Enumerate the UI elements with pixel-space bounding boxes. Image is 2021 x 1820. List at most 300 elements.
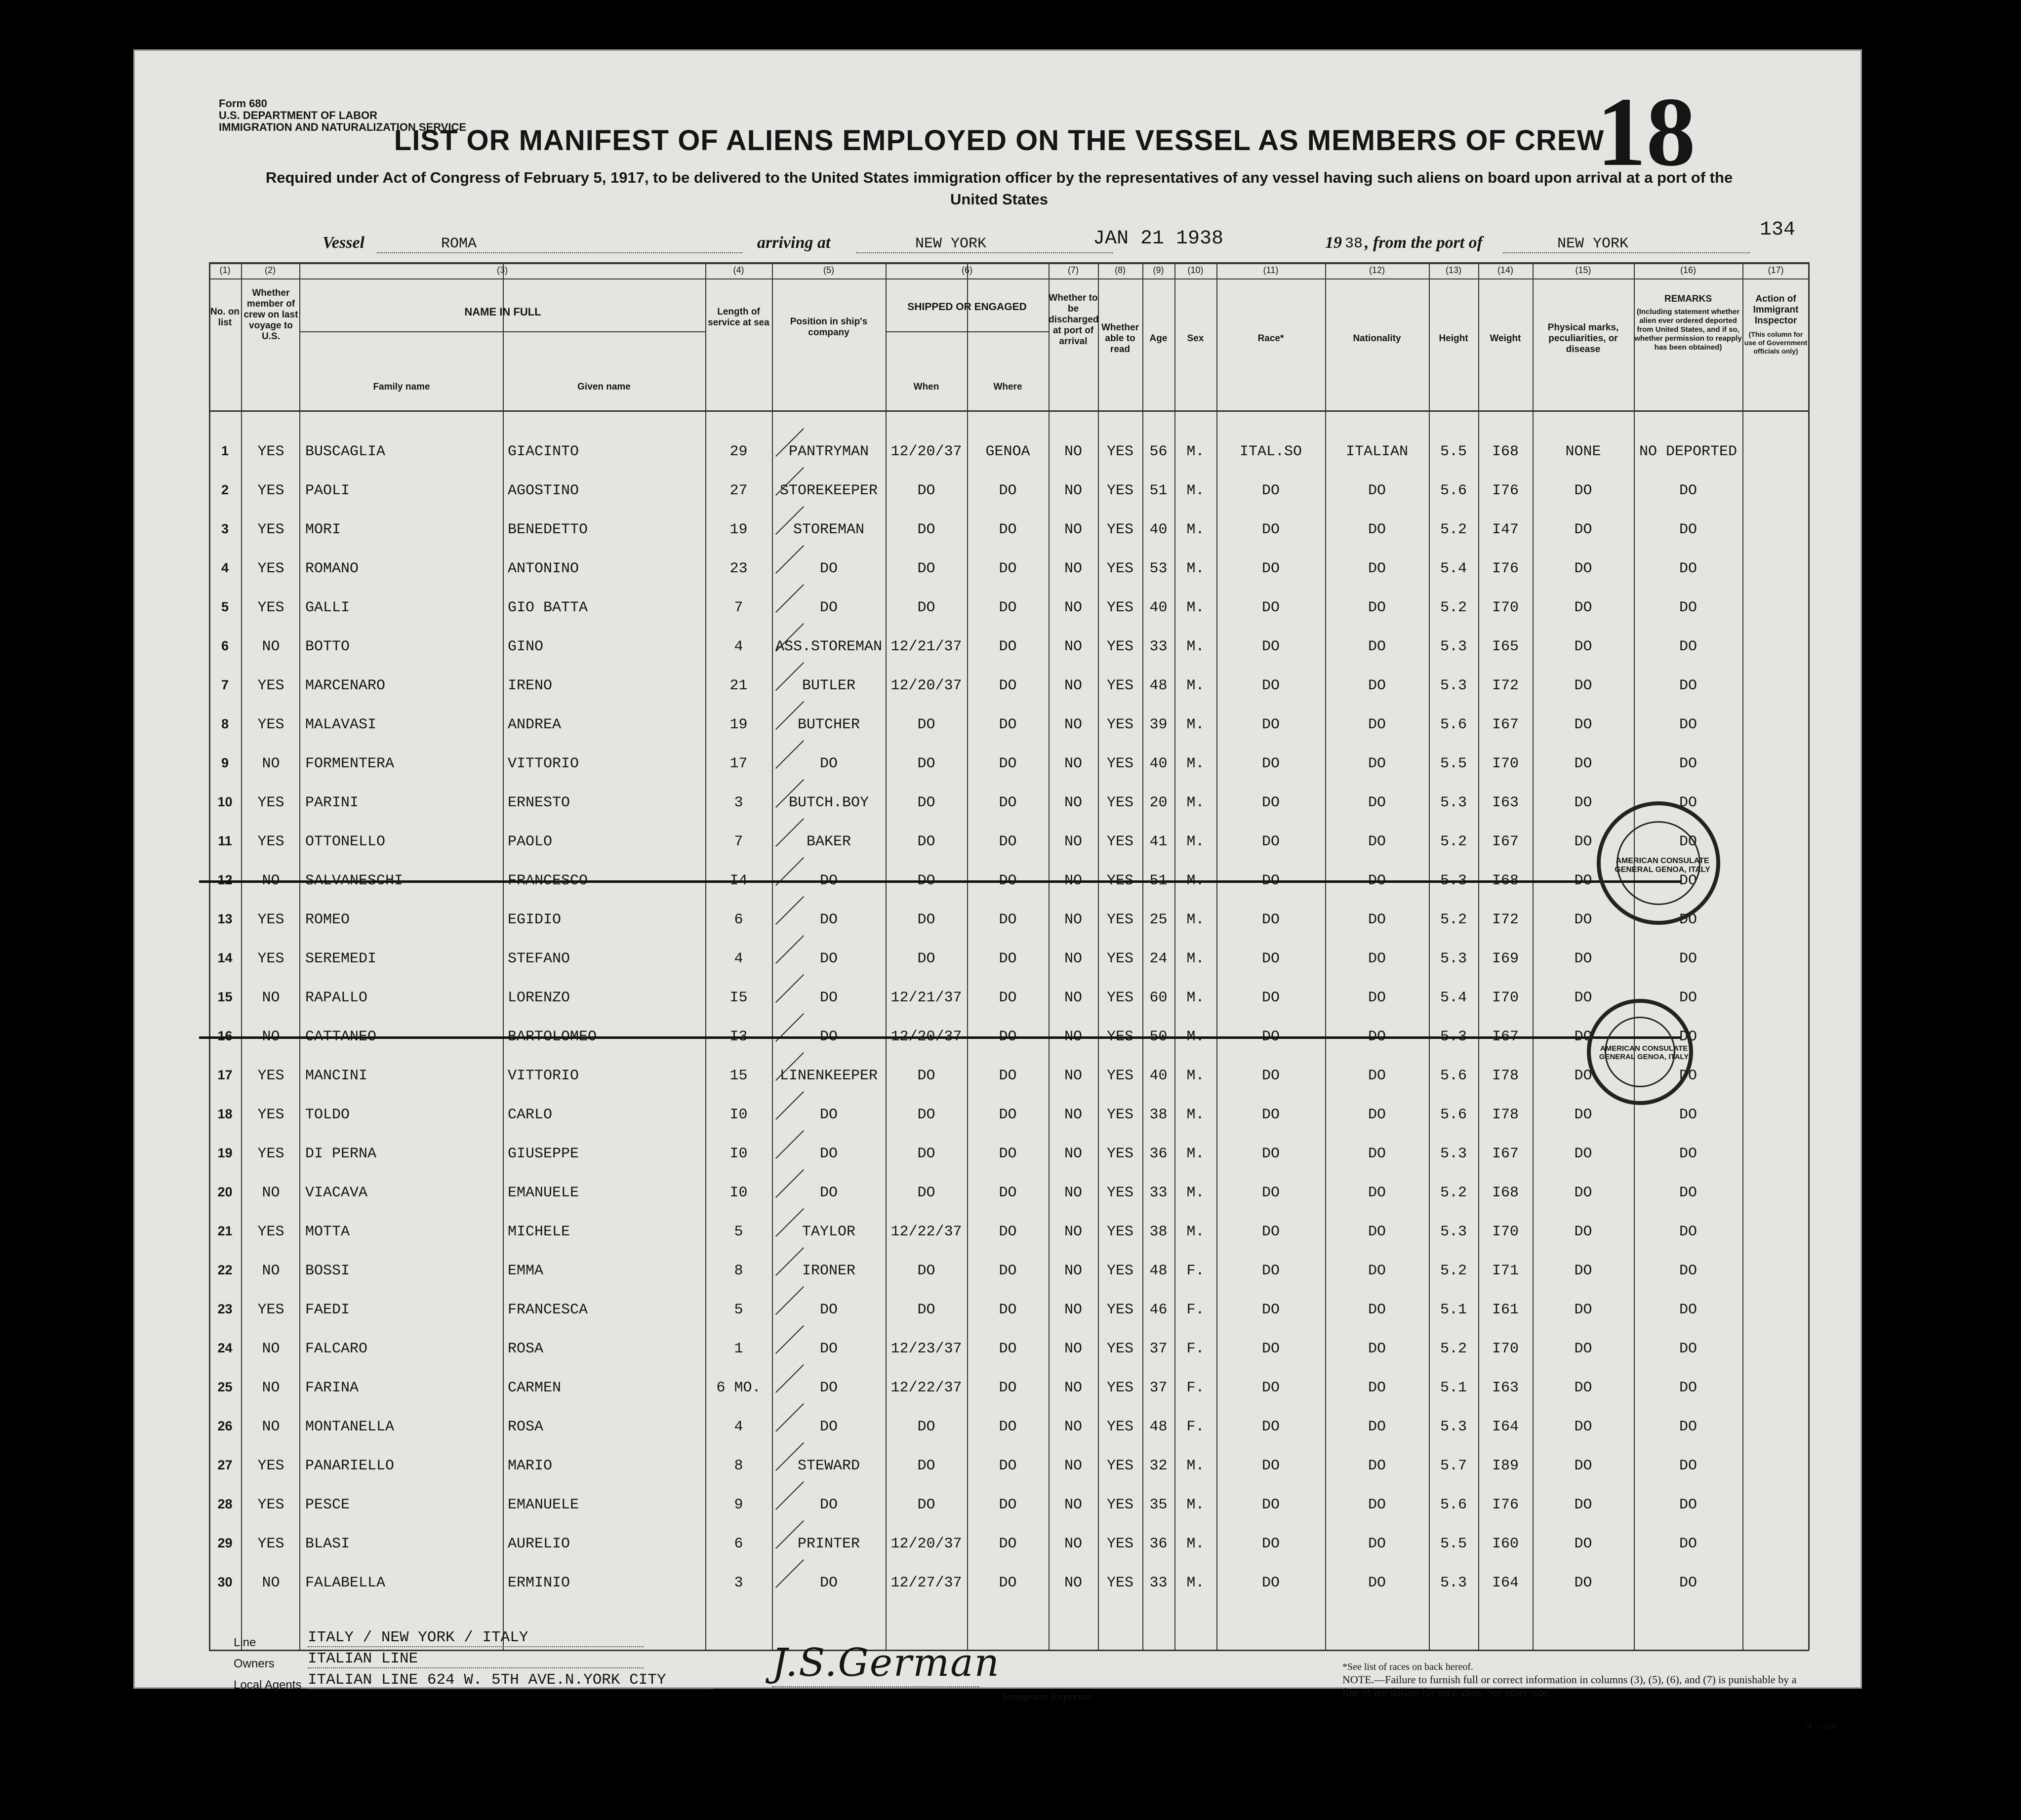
- cell-when: DO: [917, 950, 935, 967]
- cell-when: 12/27/37: [890, 1575, 962, 1591]
- cell-when: 12/21/37: [890, 989, 962, 1006]
- cell-read: YES: [1106, 833, 1133, 850]
- cell-age: 24: [1149, 950, 1168, 967]
- cell-sex: M.: [1186, 1029, 1205, 1045]
- cell-when: DO: [917, 716, 935, 733]
- inspector-signature: J.S.German: [772, 1641, 1000, 1685]
- cell-no: 11: [218, 833, 232, 848]
- cell-where: DO: [999, 521, 1017, 538]
- cell-disch: NO: [1064, 1068, 1082, 1084]
- cell-sex: M.: [1186, 872, 1205, 889]
- header-crew-last-voyage: Whether member of crew on last voyage to U.S.: [243, 288, 298, 342]
- cell-given: AURELIO: [508, 1536, 570, 1552]
- cell-disch: NO: [1064, 716, 1082, 733]
- cell-no: 7: [221, 677, 229, 692]
- table-row: [209, 433, 1809, 472]
- column-number: (10): [1187, 265, 1204, 275]
- cell-remarks: DO: [1679, 1380, 1697, 1396]
- cell-family: TOLDO: [305, 1107, 350, 1123]
- cell-phys: DO: [1574, 560, 1592, 577]
- cell-family: PANARIELLO: [305, 1458, 395, 1474]
- cell-position: DO: [819, 1146, 838, 1162]
- cell-sex: F.: [1186, 1302, 1205, 1318]
- cell-crew: YES: [257, 716, 284, 733]
- cell-when: DO: [917, 1146, 935, 1162]
- cell-race: DO: [1261, 1458, 1280, 1474]
- cell-when: DO: [917, 1068, 935, 1084]
- cell-crew: YES: [257, 443, 284, 460]
- cell-phys: DO: [1574, 755, 1592, 772]
- cell-nat: DO: [1368, 638, 1386, 655]
- cell-sex: M.: [1186, 638, 1205, 655]
- cell-given: CARMEN: [508, 1380, 562, 1396]
- cell-remarks: DO: [1679, 1497, 1697, 1513]
- cell-height: 5.1: [1440, 1380, 1467, 1396]
- cell-read: YES: [1106, 677, 1133, 694]
- cell-service: 5: [734, 1224, 743, 1240]
- cell-race: DO: [1261, 1224, 1280, 1240]
- cell-weight: I47: [1492, 521, 1519, 538]
- cell-height: 5.3: [1440, 872, 1467, 889]
- cell-race: DO: [1261, 1419, 1280, 1435]
- form-code: 14—1260: [1804, 1722, 1836, 1731]
- line-value: ITALY / NEW YORK / ITALY: [308, 1629, 644, 1647]
- cell-disch: NO: [1064, 950, 1082, 967]
- header-when: When: [913, 382, 939, 392]
- cell-race: DO: [1261, 521, 1280, 538]
- cell-race: DO: [1261, 1536, 1280, 1552]
- header-remarks: REMARKS: [1664, 294, 1712, 304]
- cell-read: YES: [1106, 1341, 1133, 1357]
- cell-given: GIUSEPPE: [508, 1146, 579, 1162]
- cell-where: GENOA: [985, 443, 1030, 460]
- column-number: (11): [1263, 265, 1279, 275]
- header-discharged: Whether to be discharged at port of arrival: [1049, 293, 1099, 347]
- cell-weight: I70: [1492, 755, 1519, 772]
- cell-given: VITTORIO: [508, 755, 579, 772]
- cell-height: 5.6: [1440, 482, 1467, 499]
- cell-read: YES: [1106, 794, 1133, 811]
- cell-disch: NO: [1064, 1224, 1082, 1240]
- cell-nat: DO: [1368, 1419, 1386, 1435]
- cell-disch: NO: [1064, 482, 1082, 499]
- cell-where: DO: [999, 833, 1017, 850]
- cell-family: BLASI: [305, 1536, 350, 1552]
- cell-position: DO: [819, 950, 838, 967]
- from-label: , from the port of: [1365, 234, 1483, 252]
- cell-age: 33: [1149, 1185, 1168, 1201]
- cell-read: YES: [1106, 755, 1133, 772]
- cell-crew: NO: [262, 1263, 280, 1279]
- cell-weight: I76: [1492, 1497, 1519, 1513]
- cell-when: 12/22/37: [890, 1224, 962, 1240]
- cell-where: DO: [999, 1107, 1017, 1123]
- cell-race: DO: [1261, 1263, 1280, 1279]
- cell-when: 12/20/37: [890, 443, 962, 460]
- column-number: (16): [1680, 265, 1696, 275]
- vessel-label: Vessel: [323, 234, 364, 252]
- cell-service: 19: [729, 716, 748, 733]
- cell-disch: NO: [1064, 1458, 1082, 1474]
- cell-position: STOREMAN: [793, 521, 865, 538]
- cell-remarks: DO: [1679, 482, 1697, 499]
- cell-weight: I70: [1492, 599, 1519, 616]
- column-number: (9): [1153, 265, 1164, 275]
- cell-no: 9: [221, 755, 229, 770]
- cell-given: EGIDIO: [508, 911, 562, 928]
- cell-age: 38: [1149, 1107, 1168, 1123]
- vessel-name: ROMA: [441, 236, 477, 252]
- cell-no: 10: [217, 794, 233, 809]
- cell-race: DO: [1261, 638, 1280, 655]
- cell-sex: M.: [1186, 1146, 1205, 1162]
- cell-no: 19: [217, 1146, 233, 1160]
- cell-read: YES: [1106, 1380, 1133, 1396]
- cell-sex: M.: [1186, 599, 1205, 616]
- cell-sex: M.: [1186, 521, 1205, 538]
- cell-service: 21: [729, 677, 748, 694]
- cell-service: 4: [734, 638, 743, 655]
- table-row: [209, 784, 1809, 823]
- cell-age: 41: [1149, 833, 1168, 850]
- cell-phys: DO: [1574, 1458, 1592, 1474]
- cell-sex: M.: [1186, 989, 1205, 1006]
- cell-given: EMANUELE: [508, 1185, 579, 1201]
- table-row: [209, 1447, 1809, 1486]
- cell-age: 33: [1149, 638, 1168, 655]
- cell-weight: I68: [1492, 872, 1519, 889]
- header-race: Race*: [1257, 333, 1284, 344]
- cell-sex: M.: [1186, 1185, 1205, 1201]
- table-row: [209, 550, 1809, 589]
- cell-crew: NO: [262, 989, 280, 1006]
- cell-service: 8: [734, 1458, 743, 1474]
- cell-phys: DO: [1574, 1497, 1592, 1513]
- cell-position: DO: [819, 1497, 838, 1513]
- cell-height: 5.3: [1440, 1419, 1467, 1435]
- table-row: [209, 1330, 1809, 1369]
- cell-no: 6: [221, 638, 229, 653]
- cell-nat: DO: [1368, 1068, 1386, 1084]
- cell-when: DO: [917, 794, 935, 811]
- cell-service: I5: [729, 989, 748, 1006]
- cell-no: 3: [221, 521, 229, 536]
- crew-manifest-table: [209, 262, 1809, 1650]
- cell-sex: M.: [1186, 1536, 1205, 1552]
- table-row: [209, 1291, 1809, 1330]
- cell-nat: DO: [1368, 911, 1386, 928]
- cell-service: 8: [734, 1263, 743, 1279]
- cell-sex: M.: [1186, 1458, 1205, 1474]
- cell-read: YES: [1106, 1146, 1133, 1162]
- cell-family: MORI: [305, 521, 341, 538]
- cell-service: 27: [729, 482, 748, 499]
- cell-remarks: DO: [1679, 1029, 1697, 1045]
- cell-where: DO: [999, 482, 1017, 499]
- cell-read: YES: [1106, 1224, 1133, 1240]
- cell-disch: NO: [1064, 1107, 1082, 1123]
- cell-position: LINENKEEPER: [779, 1068, 878, 1084]
- cell-position: PANTRYMAN: [788, 443, 869, 460]
- cell-crew: YES: [257, 911, 284, 928]
- cell-given: EMMA: [508, 1263, 544, 1279]
- cell-nat: DO: [1368, 599, 1386, 616]
- penalty-note: NOTE.—Failure to furnish full or correct information in columns (3), (5), (6), and (7) is punishable by a fine of ten dollars for each alien. See other side.: [1342, 1673, 1797, 1699]
- cell-position: DO: [819, 1419, 838, 1435]
- cell-remarks: DO: [1679, 716, 1697, 733]
- owners-value: ITALIAN LINE: [308, 1650, 644, 1668]
- cell-age: 60: [1149, 989, 1168, 1006]
- arriving-port: NEW YORK: [915, 236, 987, 252]
- cell-age: 20: [1149, 794, 1168, 811]
- cell-read: YES: [1106, 1185, 1133, 1201]
- cell-remarks: DO: [1679, 1419, 1697, 1435]
- cell-height: 5.3: [1440, 950, 1467, 967]
- cell-nat: DO: [1368, 794, 1386, 811]
- cell-where: DO: [999, 1458, 1017, 1474]
- cell-family: DI PERNA: [305, 1146, 377, 1162]
- header-no-on-list: No. on list: [210, 307, 240, 328]
- table-row: [209, 940, 1809, 979]
- cell-sex: M.: [1186, 677, 1205, 694]
- cell-when: DO: [917, 560, 935, 577]
- column-number: (5): [823, 265, 834, 275]
- cell-age: 33: [1149, 1575, 1168, 1591]
- cell-age: 50: [1149, 1029, 1168, 1045]
- cell-height: 5.3: [1440, 1029, 1467, 1045]
- cell-height: 5.5: [1440, 1536, 1467, 1552]
- cell-when: DO: [917, 599, 935, 616]
- cell-where: DO: [999, 1536, 1017, 1552]
- cell-nat: DO: [1368, 1263, 1386, 1279]
- cell-height: 5.3: [1440, 1224, 1467, 1240]
- cell-age: 37: [1149, 1341, 1168, 1357]
- cell-phys: DO: [1574, 911, 1592, 928]
- cell-no: 23: [217, 1302, 233, 1316]
- table-row: [209, 1369, 1809, 1408]
- cell-age: 32: [1149, 1458, 1168, 1474]
- cell-age: 36: [1149, 1536, 1168, 1552]
- cell-read: YES: [1106, 1029, 1133, 1045]
- cell-family: ROMEO: [305, 911, 350, 928]
- agents-label: Local Agents: [234, 1678, 302, 1692]
- cell-nat: DO: [1368, 872, 1386, 889]
- cell-disch: NO: [1064, 1263, 1082, 1279]
- cell-height: 5.3: [1440, 1146, 1467, 1162]
- cell-crew: NO: [262, 1341, 280, 1357]
- cell-race: DO: [1261, 1029, 1280, 1045]
- cell-height: 5.2: [1440, 911, 1467, 928]
- cell-nat: DO: [1368, 716, 1386, 733]
- column-number: (2): [265, 265, 276, 275]
- cell-disch: NO: [1064, 1341, 1082, 1357]
- cell-height: 5.6: [1440, 1497, 1467, 1513]
- cell-disch: NO: [1064, 1185, 1082, 1201]
- cell-where: DO: [999, 950, 1017, 967]
- cell-remarks: DO: [1679, 638, 1697, 655]
- cell-no: 29: [217, 1536, 233, 1550]
- cell-age: 40: [1149, 599, 1168, 616]
- cell-disch: NO: [1064, 560, 1082, 577]
- cell-height: 5.2: [1440, 599, 1467, 616]
- cell-position: IRONER: [802, 1263, 856, 1279]
- cell-height: 5.3: [1440, 1575, 1467, 1591]
- table-row: [209, 823, 1809, 862]
- header-shipped-engaged: SHIPPED OR ENGAGED: [907, 301, 1027, 313]
- cell-crew: YES: [257, 1458, 284, 1474]
- cell-position: DO: [819, 989, 838, 1006]
- consulate-stamp: [1587, 999, 1693, 1105]
- table-row: [209, 1018, 1809, 1057]
- cell-remarks: DO: [1679, 1536, 1697, 1552]
- cell-height: 5.4: [1440, 560, 1467, 577]
- cell-given: MARIO: [508, 1458, 553, 1474]
- cell-position: TAYLOR: [802, 1224, 856, 1240]
- cell-given: CARLO: [508, 1107, 553, 1123]
- cell-read: YES: [1106, 599, 1133, 616]
- cell-service: 29: [729, 443, 748, 460]
- cell-crew: NO: [262, 638, 280, 655]
- cell-crew: NO: [262, 755, 280, 772]
- cell-remarks: DO: [1679, 1341, 1697, 1357]
- cell-phys: DO: [1574, 794, 1592, 811]
- cell-crew: YES: [257, 599, 284, 616]
- cell-when: DO: [917, 872, 935, 889]
- cell-position: DO: [819, 1302, 838, 1318]
- cell-weight: I68: [1492, 443, 1519, 460]
- column-number: (4): [733, 265, 744, 275]
- cell-height: 5.2: [1440, 1263, 1467, 1279]
- cell-height: 5.3: [1440, 794, 1467, 811]
- cell-given: ROSA: [508, 1341, 544, 1357]
- table-row: [209, 1408, 1809, 1447]
- cell-service: 15: [729, 1068, 748, 1084]
- cell-service: 7: [734, 833, 743, 850]
- cell-read: YES: [1106, 1458, 1133, 1474]
- cell-no: 25: [217, 1380, 233, 1394]
- cell-sex: M.: [1186, 560, 1205, 577]
- cell-age: 51: [1149, 872, 1168, 889]
- header-action-inspector: Action of Immigrant Inspector: [1753, 294, 1799, 326]
- cell-remarks: DO: [1679, 1458, 1697, 1474]
- cell-nat: DO: [1368, 521, 1386, 538]
- cell-nat: DO: [1368, 677, 1386, 694]
- header-weight: Weight: [1490, 333, 1521, 344]
- cell-nat: DO: [1368, 1107, 1386, 1123]
- cell-weight: I65: [1492, 638, 1519, 655]
- cell-no: 21: [217, 1224, 233, 1238]
- cell-no: 14: [217, 950, 233, 965]
- header-able-to-read: Whether able to read: [1101, 322, 1139, 355]
- cell-service: I0: [729, 1107, 748, 1123]
- cell-nat: ITALIAN: [1345, 443, 1409, 460]
- cell-when: DO: [917, 911, 935, 928]
- cell-when: DO: [917, 1458, 935, 1474]
- cell-weight: I76: [1492, 560, 1519, 577]
- cell-race: DO: [1261, 1185, 1280, 1201]
- cell-read: YES: [1106, 638, 1133, 655]
- cell-crew: NO: [262, 1029, 280, 1045]
- cell-where: DO: [999, 1224, 1017, 1240]
- cell-when: 12/23/37: [890, 1341, 962, 1357]
- cell-service: I0: [729, 1185, 748, 1201]
- cell-phys: DO: [1574, 1146, 1592, 1162]
- cell-when: 12/20/37: [890, 1536, 962, 1552]
- cell-service: 4: [734, 1419, 743, 1435]
- cell-read: YES: [1106, 1536, 1133, 1552]
- cell-disch: NO: [1064, 833, 1082, 850]
- cell-crew: NO: [262, 1380, 280, 1396]
- cell-crew: YES: [257, 794, 284, 811]
- cell-family: BOTTO: [305, 638, 350, 655]
- from-port: NEW YORK: [1557, 236, 1629, 252]
- cell-sex: M.: [1186, 443, 1205, 460]
- cell-crew: YES: [257, 677, 284, 694]
- cell-weight: I63: [1492, 1380, 1519, 1396]
- cell-read: YES: [1106, 1419, 1133, 1435]
- cell-race: DO: [1261, 833, 1280, 850]
- cell-when: DO: [917, 1302, 935, 1318]
- cell-read: YES: [1106, 521, 1133, 538]
- cell-crew: YES: [257, 1497, 284, 1513]
- cell-position: BAKER: [806, 833, 851, 850]
- header-physical-marks: Physical marks, peculiarities, or disease: [1547, 322, 1619, 355]
- consulate-stamp-text: AMERICAN CONSULATE GENERAL GENOA, ITALY: [1615, 857, 1710, 874]
- cell-sex: F.: [1186, 1263, 1205, 1279]
- cell-given: BARTOLOMEO: [508, 1029, 597, 1045]
- header-height: Height: [1439, 333, 1468, 344]
- cell-race: DO: [1261, 911, 1280, 928]
- cell-sex: M.: [1186, 1068, 1205, 1084]
- cell-remarks: DO: [1679, 599, 1697, 616]
- cell-weight: I89: [1492, 1458, 1519, 1474]
- cell-weight: I78: [1492, 1068, 1519, 1084]
- cell-weight: I63: [1492, 794, 1519, 811]
- column-number: (1): [219, 265, 231, 275]
- cell-family: GALLI: [305, 599, 350, 616]
- cell-when: DO: [917, 833, 935, 850]
- cell-disch: NO: [1064, 599, 1082, 616]
- cell-height: 5.2: [1440, 1185, 1467, 1201]
- sheet-number: 134: [1760, 219, 1796, 241]
- table-row: [209, 745, 1809, 784]
- cell-service: 17: [729, 755, 748, 772]
- column-number: (17): [1768, 265, 1784, 275]
- document-subtitle: Required under Act of Congress of February 5, 1917, to be delivered to the United States immigration officer by the representatives of any vessel having such aliens on board upon arrival at a port of the United States: [265, 169, 1733, 208]
- cell-nat: DO: [1368, 1536, 1386, 1552]
- cell-height: 5.5: [1440, 755, 1467, 772]
- cell-sex: F.: [1186, 1341, 1205, 1357]
- cell-nat: DO: [1368, 1575, 1386, 1591]
- cell-read: YES: [1106, 1107, 1133, 1123]
- cell-weight: I67: [1492, 1029, 1519, 1045]
- cell-read: YES: [1106, 1302, 1133, 1318]
- cell-where: DO: [999, 1380, 1017, 1396]
- cell-weight: I67: [1492, 1146, 1519, 1162]
- cell-read: YES: [1106, 716, 1133, 733]
- cell-weight: I64: [1492, 1419, 1519, 1435]
- cell-age: 37: [1149, 1380, 1168, 1396]
- cell-disch: NO: [1064, 443, 1082, 460]
- cell-service: 6 MO.: [716, 1380, 761, 1396]
- year-prefix: 19: [1325, 234, 1342, 252]
- cell-service: 7: [734, 599, 743, 616]
- cell-phys: DO: [1574, 638, 1592, 655]
- cell-age: 40: [1149, 1068, 1168, 1084]
- cell-nat: DO: [1368, 1341, 1386, 1357]
- cell-height: 5.5: [1440, 443, 1467, 460]
- table-row: [209, 1174, 1809, 1213]
